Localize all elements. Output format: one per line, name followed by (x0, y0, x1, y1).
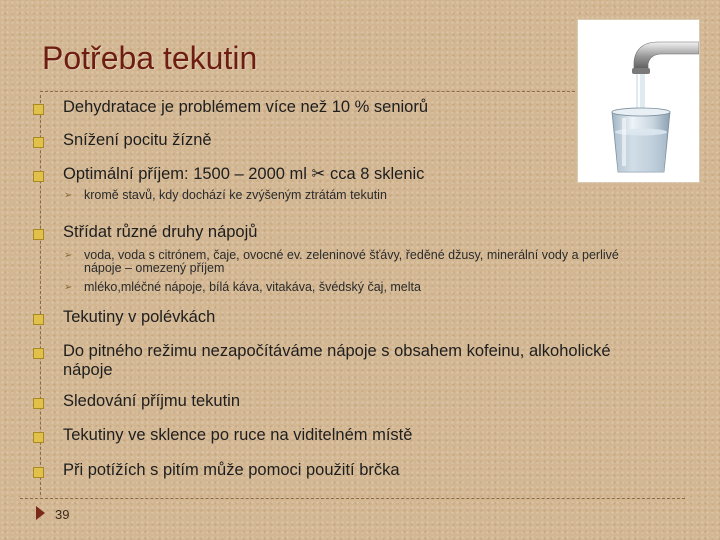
square-bullet-icon (33, 171, 44, 182)
list-item-text: Střídat různé druhy nápojů (63, 223, 258, 241)
list-item (33, 131, 633, 150)
list-item-text: Tekutiny v polévkách (63, 308, 216, 326)
sub-list-item (64, 249, 654, 275)
list-item (33, 98, 633, 117)
list-item-text: Snížení pocitu žízně (63, 131, 212, 149)
triangle-right-icon (36, 506, 45, 520)
square-bullet-icon (33, 104, 44, 115)
sub-list-item (64, 281, 654, 294)
list-item (33, 308, 633, 327)
sub-list-item-text: mléko,mléčné nápoje, bílá káva, vitakáva, švédský čaj, melta (84, 280, 421, 294)
list-item (33, 426, 633, 445)
sub-list-item-text: kromě stavů, kdy dochází ke zvýšeným ztrátám tekutin (84, 188, 387, 202)
sub-list-item-text: voda, voda s citrónem, čaje, ovocné ev. zeleninové šťávy, ředěné džusy, minerální vody a perlivé nápoje – omezený příjem (84, 248, 619, 275)
square-bullet-icon (33, 229, 44, 240)
sub-list-item (64, 189, 654, 202)
slide-title: Potřeba tekutin (42, 40, 258, 76)
pointer-bullet-icon: ➢ (64, 250, 73, 261)
pointer-bullet-icon: ➢ (64, 190, 73, 201)
square-bullet-icon (33, 348, 44, 359)
list-item-text: Při potížích s pitím může pomoci použití brčka (63, 461, 400, 479)
square-bullet-icon (33, 314, 44, 325)
list-item-text: Optimální příjem: 1500 – 2000 ml ✂ cca 8 sklenic (63, 165, 425, 183)
list-item-text: Dehydratace je problémem více než 10 % seniorů (63, 98, 429, 116)
list-item (33, 342, 633, 380)
square-bullet-icon (33, 137, 44, 148)
square-bullet-icon (33, 467, 44, 478)
square-bullet-icon (33, 398, 44, 409)
list-item (33, 165, 633, 184)
list-item (33, 461, 633, 480)
pointer-bullet-icon: ➢ (64, 282, 73, 293)
list-item-text: Do pitného režimu nezapočítáváme nápoje s obsahem kofeinu, alkoholické nápoje (63, 342, 611, 379)
title-divider (40, 91, 580, 92)
list-item (33, 223, 633, 242)
square-bullet-icon (33, 432, 44, 443)
list-item-text: Sledování příjmu tekutin (63, 392, 241, 410)
list-item-text: Tekutiny ve sklence po ruce na viditelném místě (63, 426, 413, 444)
page-number: 39 (55, 507, 70, 522)
footer-divider (20, 498, 685, 499)
list-item (33, 392, 633, 411)
